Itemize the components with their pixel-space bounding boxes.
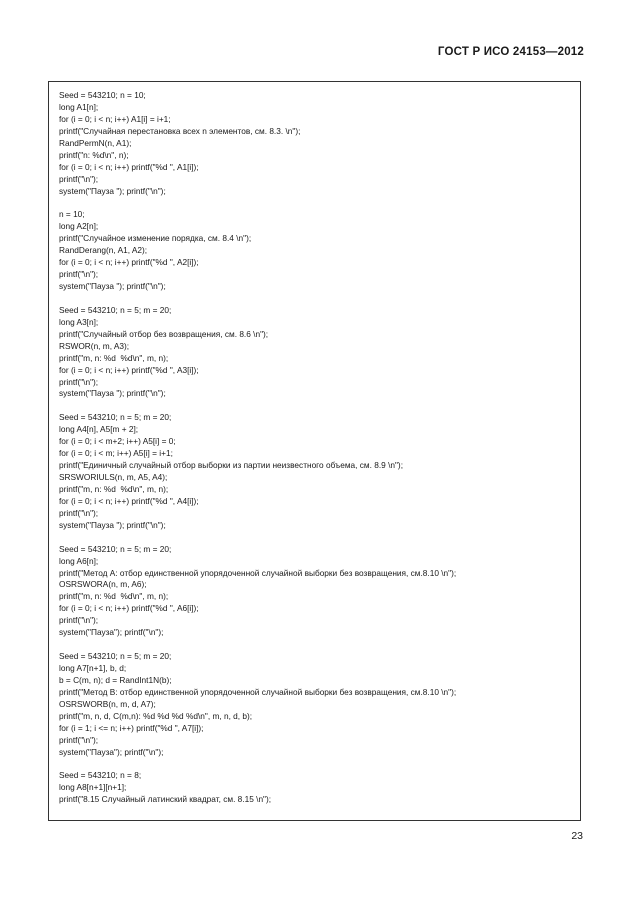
code-line: RandPermN(n, A1);: [59, 137, 132, 148]
code-line: OSRSWORA(n, m, A6);: [59, 579, 147, 590]
code-line: Seed = 543210; n = 8;: [59, 770, 142, 781]
code-line: long A1[n];: [59, 101, 99, 112]
code-line: b = C(m, n); d = RandInt1N(b);: [59, 674, 172, 685]
code-line: printf("Метод В: отбор единственной упорядоченной случайной выборки без возвращения, см.8.10 \n");: [59, 686, 457, 697]
document-header: ГОСТ Р ИСО 24153—2012: [437, 46, 584, 58]
code-line: system("Пауза"); printf("\n");: [59, 627, 164, 638]
code-line: printf("m, n: %d %d\n", m, n);: [59, 483, 169, 494]
code-line: for (i = 0; i < n; i++) printf("%d ", A2[i]);: [59, 257, 199, 268]
code-line: printf("Случайная перестановка всех n элементов, см. 8.3. \n");: [59, 125, 301, 136]
code-line: system("Пауза "); printf("\n");: [59, 388, 166, 399]
code-line: RSWOR(n, m, A3);: [59, 340, 130, 351]
code-line: printf("m, n: %d %d\n", m, n);: [59, 591, 169, 602]
code-listing: [59, 90, 574, 806]
code-line: Seed = 543210; n = 5; m = 20;: [59, 543, 172, 554]
code-line: system("Пауза "); printf("\n");: [59, 281, 166, 291]
code-line: RandDerang(n, A1, A2);: [59, 245, 148, 256]
code-line: long A3[n];: [59, 316, 99, 327]
code-line: long A8[n+1][n+1];: [59, 782, 127, 793]
code-line: for (i = 0; i < n; i++) printf("%d ", A6[i]);: [59, 603, 199, 614]
page-number: 23: [571, 830, 583, 842]
code-line: system("Пауза "); printf("\n");: [59, 519, 166, 530]
blank-line: [59, 639, 574, 651]
code-line: printf("\n");: [59, 615, 99, 626]
code-line: printf("Случайный отбор без возвращения, см. 8.6 \n");: [59, 328, 269, 339]
code-line: for (i = 0; i < m+2; i++) A5[i] = 0;: [59, 436, 176, 447]
code-line: printf("Метод А: отбор единственной упорядоченной случайной выборки без возвращения, см.8.10 \n");: [59, 567, 457, 578]
code-line: for (i = 0; i < n; i++) printf("%d ", A1[i]);: [59, 161, 199, 172]
code-line: for (i = 0; i < n; i++) A1[i] = i+1;: [59, 113, 171, 124]
blank-line: [59, 532, 574, 544]
code-line: printf("\n");: [59, 376, 99, 387]
blank-line: [59, 293, 574, 305]
code-line: printf("n: %d\n", n);: [59, 149, 129, 160]
code-line: for (i = 1; i <= n; i++) printf("%d ", A7[i]);: [59, 722, 204, 733]
blank-line: [59, 759, 574, 771]
code-line: SRSWORIULS(n, m, A5, A4);: [59, 472, 168, 482]
code-line: printf("\n");: [59, 173, 99, 184]
code-line: printf("\n");: [59, 507, 99, 518]
code-line: printf("8.15 Случайный латинский квадрат, см. 8.15 \n");: [59, 794, 272, 805]
code-line: n = 10;: [59, 209, 85, 220]
code-line: system("Пауза "); printf("\n");: [59, 185, 166, 196]
code-line: OSRSWORB(n, m, d, A7);: [59, 698, 156, 709]
code-line: long A6[n];: [59, 555, 99, 566]
code-line: printf("m, n, d, C(m,n): %d %d %d %d\n", m, n, d, b);: [59, 710, 253, 721]
blank-line: [59, 400, 574, 412]
code-line: printf("Случайное изменение порядка, см. 8.4 \n");: [59, 233, 252, 244]
code-line: Seed = 543210; n = 5; m = 20;: [59, 304, 172, 315]
code-line: printf("\n");: [59, 734, 99, 745]
code-line: for (i = 0; i < n; i++) printf("%d ", A4[i]);: [59, 495, 199, 506]
blank-line: [59, 197, 574, 209]
code-line: printf("m, n: %d %d\n", m, n);: [59, 352, 169, 363]
code-line: Seed = 543210; n = 10;: [59, 90, 146, 100]
code-line: Seed = 543210; n = 5; m = 20;: [59, 412, 172, 423]
code-line: for (i = 0; i < m; i++) A5[i] = i+1;: [59, 448, 173, 459]
code-line: long A2[n];: [59, 221, 99, 232]
code-line: long A7[n+1], b, d;: [59, 663, 127, 673]
code-line: system("Пауза"); printf("\n");: [59, 746, 164, 757]
code-line: printf("\n");: [59, 269, 99, 280]
code-line: for (i = 0; i < n; i++) printf("%d ", A3[i]);: [59, 364, 199, 375]
code-line: printf("Единичный случайный отбор выборки из партии неизвестного объема, см. 8.9 \n");: [59, 460, 404, 471]
code-line: Seed = 543210; n = 5; m = 20;: [59, 651, 172, 662]
code-line: long A4[n], A5[m + 2];: [59, 424, 139, 435]
